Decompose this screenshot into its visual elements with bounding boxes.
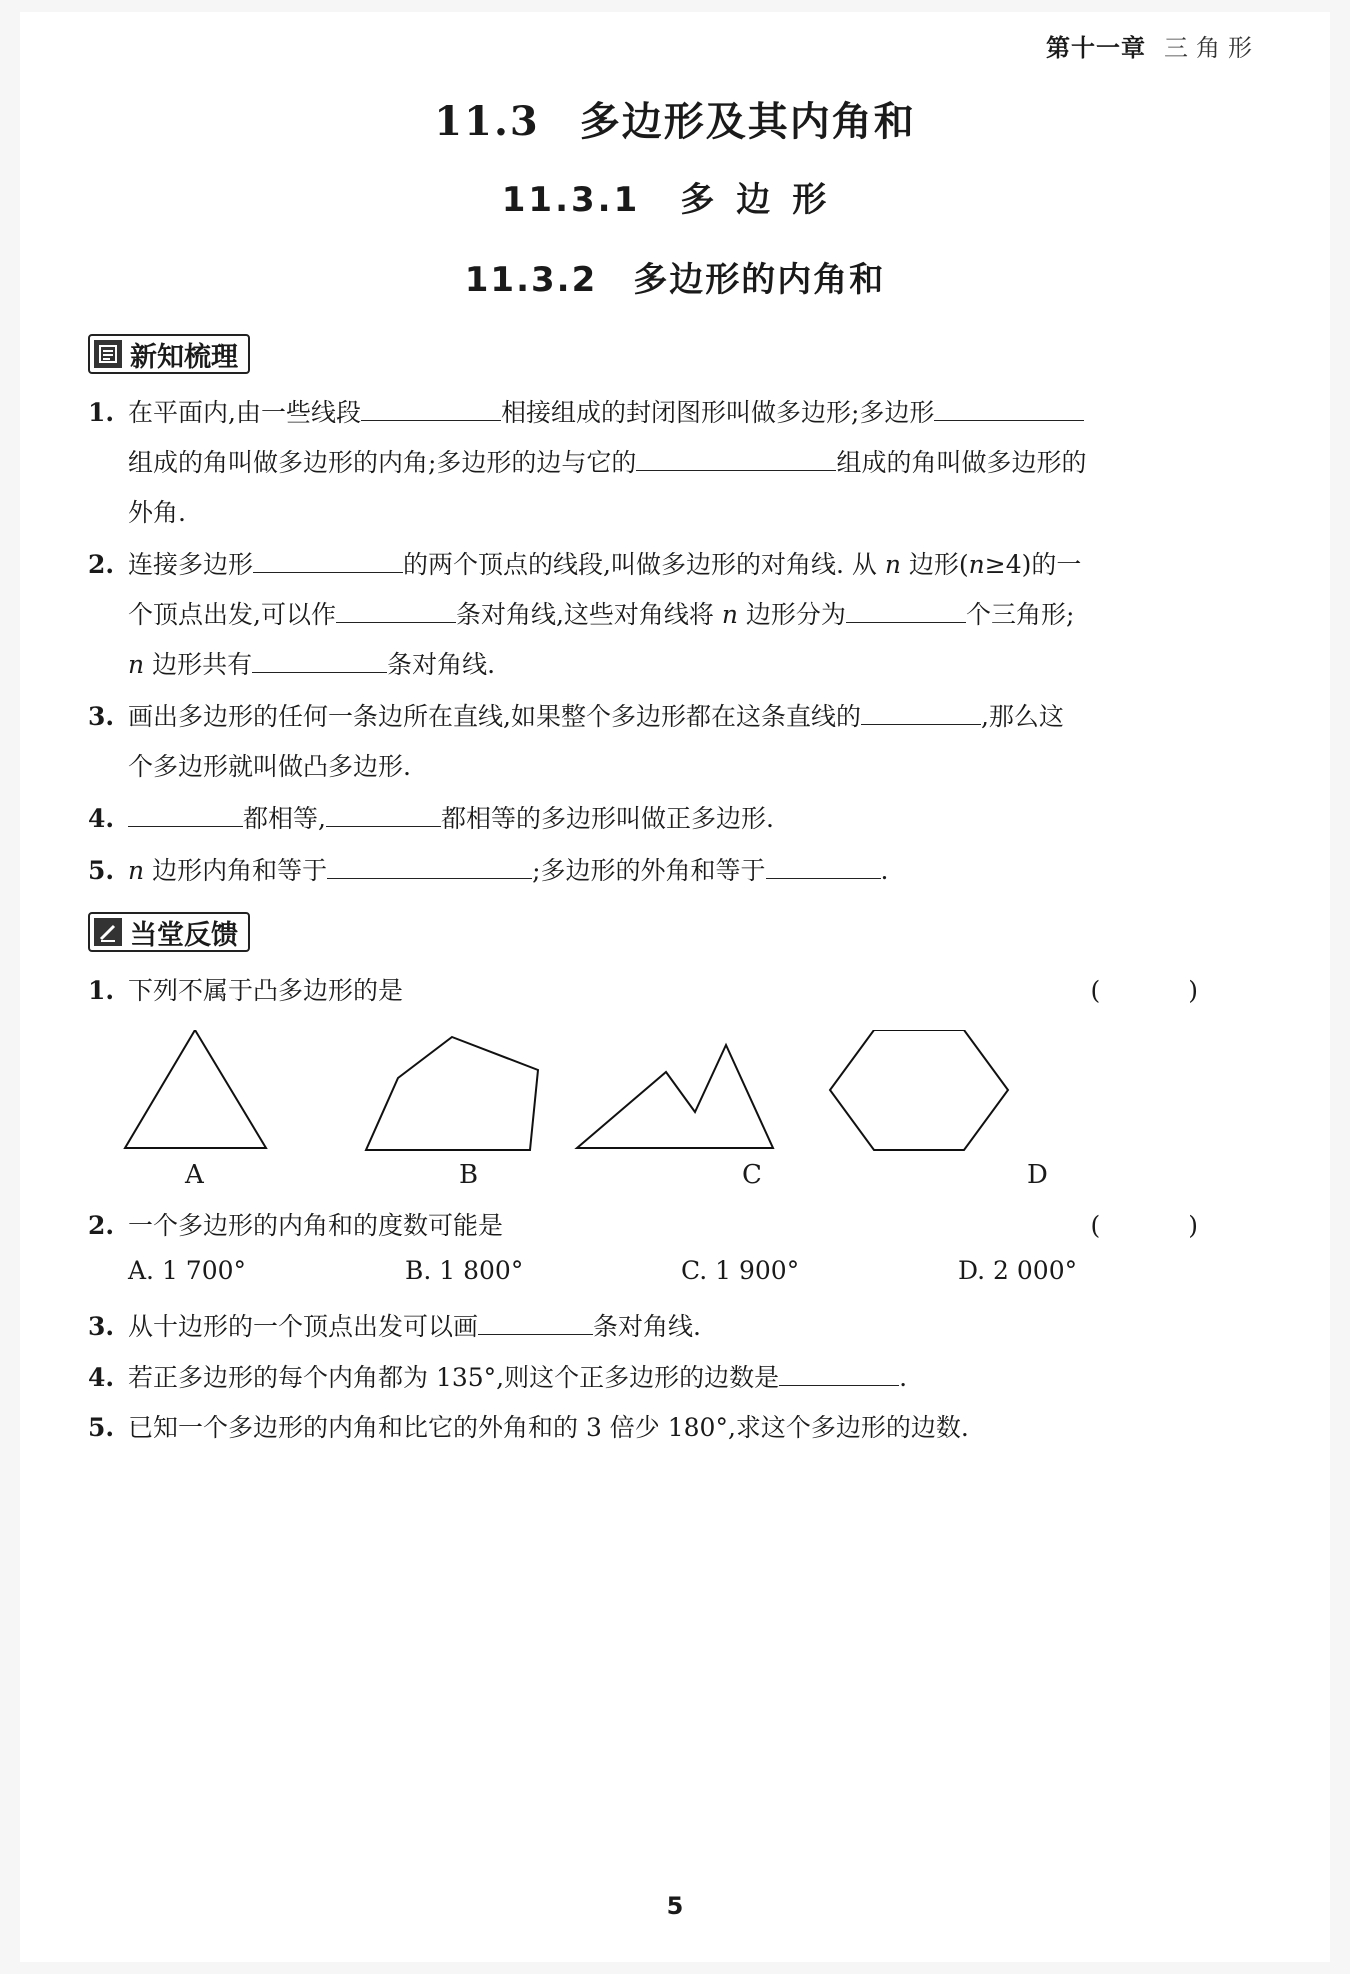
answer-parens[interactable]: ( ): [1090, 976, 1238, 1005]
option-a[interactable]: A. 1 700°: [128, 1256, 247, 1285]
subsection-number-2: 11.3.2: [464, 260, 598, 300]
feedback-item-2: 2. 一个多边形的内角和的度数可能是 ( ): [88, 1201, 1238, 1251]
page-number: 5: [666, 1892, 684, 1920]
fill-blank[interactable]: [861, 694, 981, 725]
subsection-text-2: 多边形的内角和: [633, 260, 886, 300]
fill-blank[interactable]: [846, 592, 966, 623]
fill-blank[interactable]: [478, 1304, 593, 1335]
section-tag-label: 新知梳理: [130, 341, 238, 373]
figure-label-d: D: [1027, 1160, 1048, 1190]
option-b[interactable]: B. 1 800°: [405, 1256, 524, 1285]
fill-blank[interactable]: [779, 1355, 899, 1386]
feedback-item-4: 4. 若正多边形的每个内角都为 135°,则这个正多边形的边数是 .: [88, 1353, 1238, 1403]
option-d[interactable]: D. 2 000°: [958, 1256, 1078, 1285]
subsection-title-2: [0, 252, 1350, 301]
section-number: 11.3: [434, 98, 540, 145]
knowledge-item-5: 5. n 边形内角和等于 ;多边形的外角和等于 .: [88, 846, 1238, 896]
section-tag-new-knowledge: [88, 334, 250, 374]
hexagon-figure: [830, 1030, 1008, 1150]
running-header: [1046, 28, 1260, 63]
fill-blank[interactable]: [253, 542, 403, 573]
option-c[interactable]: C. 1 900°: [681, 1256, 800, 1285]
fill-blank[interactable]: [252, 642, 387, 673]
fill-blank[interactable]: [766, 848, 881, 879]
answer-parens[interactable]: ( ): [1090, 1211, 1238, 1240]
figure-label-a: A: [185, 1160, 204, 1190]
notebook-icon: [94, 340, 122, 368]
subsection-number-1: 11.3.1: [501, 180, 641, 220]
figure-label-c: C: [742, 1160, 762, 1190]
triangle-figure: [125, 1030, 266, 1148]
fill-blank[interactable]: [636, 440, 836, 471]
feedback-item-3: 3. 从十边形的一个顶点出发可以画 条对角线.: [88, 1302, 1238, 1352]
feedback-item-5: 5. 已知一个多边形的内角和比它的外角和的 3 倍少 180°,求这个多边形的边数.: [88, 1413, 969, 1442]
knowledge-item-1: 1. 在平面内,由一些线段 相接组成的封闭图形叫做多边形;多边形 组成的角叫做多边形的内角;多边形的边与它的 组成的角叫做多边形的 外角.: [88, 388, 1238, 538]
concave-polygon-figure: [577, 1045, 773, 1148]
chapter-label: 第十一章: [1046, 34, 1146, 62]
knowledge-item-2: 2. 连接多边形 的两个顶点的线段,叫做多边形的对角线. 从 n 边形(n≥4)的一 个顶点出发,可以作 条对角线,这些对角线将 n 边形分为 个三角形; n 边形共有 条对角线.: [88, 540, 1238, 690]
subsection-title-1: [0, 172, 1350, 221]
fill-blank[interactable]: [327, 848, 532, 879]
figure-label-b: B: [459, 1160, 479, 1190]
fill-blank[interactable]: [361, 390, 501, 421]
section-title: [0, 90, 1350, 147]
section-title-text: 多边形及其内角和: [579, 99, 916, 145]
knowledge-item-4: 4. 都相等, 都相等的多边形叫做正多边形.: [88, 794, 1238, 844]
section-tag-feedback: [88, 912, 250, 952]
fill-blank[interactable]: [934, 390, 1084, 421]
section-tag-label: 当堂反馈: [130, 919, 238, 951]
subject-label: 三角形: [1164, 34, 1260, 62]
polygon-figures: [120, 1030, 1120, 1200]
pentagon-figure: [366, 1037, 538, 1150]
pen-icon: [94, 918, 122, 946]
fill-blank[interactable]: [326, 796, 441, 827]
fill-blank[interactable]: [128, 796, 243, 827]
fill-blank[interactable]: [336, 592, 456, 623]
polygon-figures-svg: [120, 1030, 1120, 1200]
subsection-text-1: 多边形: [680, 180, 849, 220]
knowledge-item-3: 3. 画出多边形的任何一条边所在直线,如果整个多边形都在这条直线的 ,那么这 个多边形就叫做凸多边形.: [88, 692, 1238, 792]
feedback-item-1: 1. 下列不属于凸多边形的是 ( ): [88, 966, 1238, 1016]
